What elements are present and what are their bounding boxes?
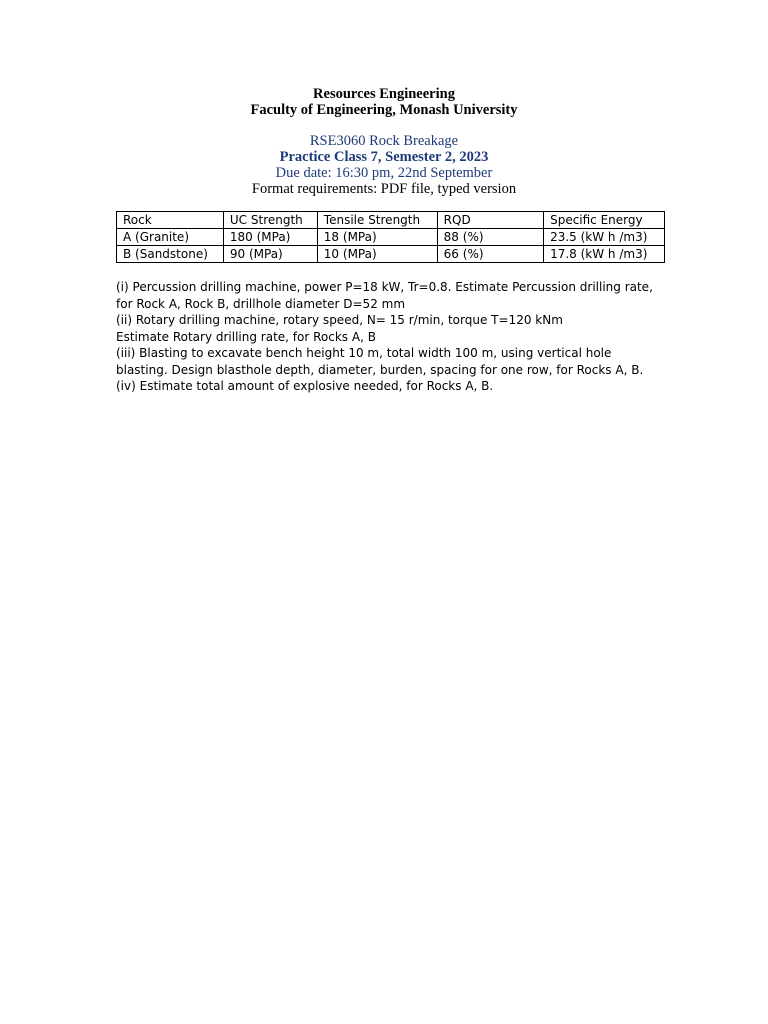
document-header [0,86,768,197]
table-cell: A (Granite) [117,229,224,246]
course-info [0,133,768,197]
course-title: RSE3060 Rock Breakage [309,133,459,149]
table-cell: 23.5 (kW h /m3) [544,229,665,246]
table-cell: 88 (%) [437,229,543,246]
table-row [117,229,665,246]
table-cell: 17.8 (kW h /m3) [544,246,665,263]
faculty-title: Faculty of Engineering, Monash University [250,102,518,118]
table-cell: 66 (%) [437,246,543,263]
table-header-cell: Specific Energy [544,212,665,229]
table-cell: 10 (MPa) [317,246,437,263]
table-header-cell: Rock [117,212,224,229]
table-header-cell: RQD [437,212,543,229]
question-item: Estimate Rotary drilling rate, for Rocks A, B [116,329,376,344]
table-cell: 18 (MPa) [317,229,437,246]
question-item: (i) Percussion drilling machine, power P=18 kW, Tr=0.8. Estimate Percussion drilling rate, for Rock A, Rock B, drillhole diameter D=52 mm [116,280,653,311]
due-date: Due date: 16:30 pm, 22nd September [275,165,493,181]
table-header-cell: UC Strength [223,212,317,229]
table-cell: 90 (MPa) [223,246,317,263]
class-title: Practice Class 7, Semester 2, 2023 [279,149,489,165]
questions-list [116,279,661,395]
table-row [117,246,665,263]
department-title: Resources Engineering [313,86,455,102]
table-cell: B (Sandstone) [117,246,224,263]
table-header-cell: Tensile Strength [317,212,437,229]
format-requirements: Format requirements: PDF file, typed version [251,181,517,197]
question-item: (iii) Blasting to excavate bench height 10 m, total width 100 m, using vertical hole blasting. Design blasthole depth, diameter, burden, spacing for one row, for Rocks A, B. [116,346,644,377]
table-header-row [117,212,665,229]
question-item: (ii) Rotary drilling machine, rotary speed, N= 15 r/min, torque T=120 kNm [116,313,563,327]
table-cell: 180 (MPa) [223,229,317,246]
question-item: (iv) Estimate total amount of explosive needed, for Rocks A, B. [116,379,494,393]
rock-properties-table [116,211,665,263]
